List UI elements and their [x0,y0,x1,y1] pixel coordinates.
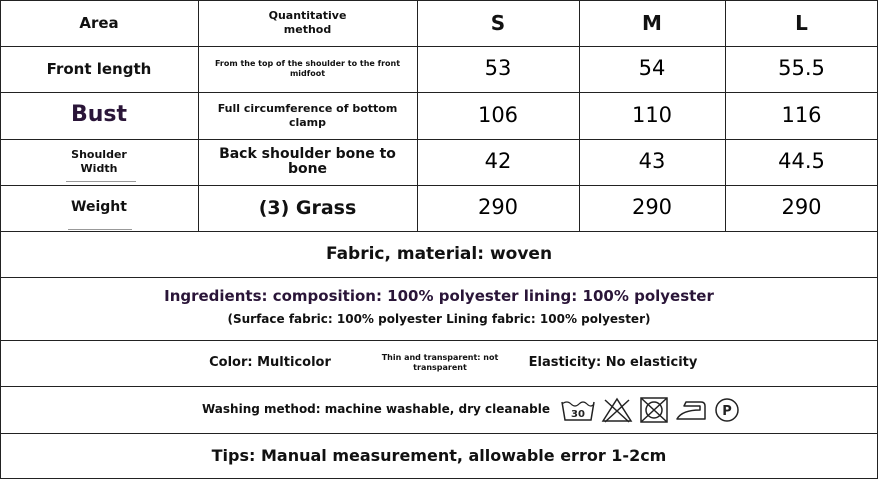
ingredients-sub: (Surface fabric: 100% polyester Lining fabric: 100% polyester) [227,312,651,327]
row-bust-s: 106 [477,102,519,127]
row-weight-s: 290 [477,195,519,220]
thin-transparent-info: Thin and transparent: not transparent [381,352,499,372]
row-shoulder-l: 44.5 [778,149,825,174]
row-weight-area: Weight [71,199,127,216]
row-shoulder-m: 43 [638,149,666,174]
row-shoulder-area: Shoulder Width [71,148,127,175]
row-shoulder-method: Back shoulder bone to bone [219,145,396,177]
row-bust-m: 110 [631,102,673,127]
header-area: Area [79,13,119,32]
row-front-length-area: Front length [46,59,152,78]
row-front-length-method: From the top of the shoulder to the front midfoot [214,58,401,78]
no-tumble-dry-icon [638,396,670,424]
washing-row [0,386,878,433]
header-size-m: M [642,11,662,35]
care-icons [556,396,742,424]
iron-icon [674,396,708,424]
header-size-s: S [490,11,506,35]
svg-text:30: 30 [571,408,585,420]
washing-method: Washing method: machine washable, dry cleanable [202,401,550,416]
fabric-material: Fabric, material: woven [325,243,553,264]
row-front-length-s: 53 [484,56,512,81]
header-method: Quantitative method [268,9,347,36]
row-weight-method: (3) Grass [258,196,357,219]
ingredients: Ingredients: composition: 100% polyester lining: 100% polyester [164,286,714,305]
row-front-length-l: 55.5 [778,56,825,81]
no-bleach-icon [600,396,634,424]
tips: Tips: Manual measurement, allowable error 1-2cm [211,445,667,465]
elasticity-info: Elasticity: No elasticity [528,354,698,370]
row-bust-method: Full circumference of bottom clamp [217,101,398,129]
dry-clean-p-icon [712,396,742,424]
color-info: Color: Multicolor [209,354,331,370]
row-weight-m: 290 [631,195,673,220]
wash-30-icon [560,396,596,424]
row-bust-area: Bust [70,102,128,128]
header-size-l: L [795,11,808,35]
row-bust-l: 116 [781,102,822,127]
row-shoulder-s: 42 [484,149,512,174]
row-front-length-m: 54 [638,56,666,81]
row-weight-l: 290 [781,195,822,220]
svg-text:P: P [722,403,732,419]
